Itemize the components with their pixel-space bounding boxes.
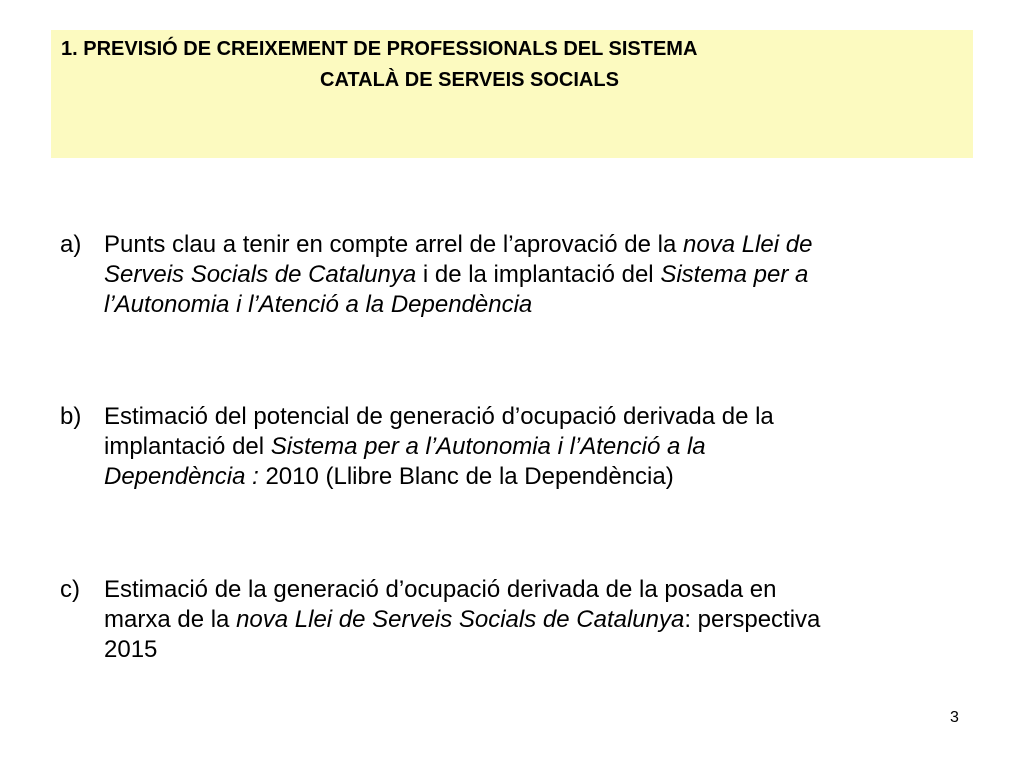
list-item-text <box>104 575 964 665</box>
text-line <box>104 290 964 320</box>
italic-text-run: nova Llei de Serveis Socials de Catalunya <box>236 606 685 633</box>
list-marker: a) <box>60 231 82 258</box>
italic-text-run: Sistema per a <box>660 261 809 288</box>
text-run: Punts clau a tenir en compte arrel de l’aprovació de la <box>104 231 683 258</box>
text-line <box>104 575 964 605</box>
text-run: marxa de la <box>104 606 237 633</box>
italic-text-run: l’Autonomia i l’Atenció a la Dependència <box>104 291 533 318</box>
text-line <box>104 462 964 492</box>
text-run: 2015 <box>104 636 158 663</box>
list-marker: c) <box>60 576 80 603</box>
text-line <box>104 432 964 462</box>
slide-title-line-1: 1. PREVISIÓ DE CREIXEMENT DE PROFESSIONALS DEL SISTEMA <box>61 38 698 60</box>
text-line <box>104 230 964 260</box>
italic-text-run: nova Llei de <box>683 231 813 258</box>
list-marker: b) <box>60 403 82 430</box>
text-run: i de la implantació del <box>416 261 661 288</box>
italic-text-run: Dependència : <box>104 463 266 490</box>
text-run: Estimació del potencial de generació d’ocupació derivada de la <box>104 403 774 430</box>
text-line <box>104 260 964 290</box>
italic-text-run: Sistema per a l’Autonomia i l’Atenció a la <box>270 433 706 460</box>
page-number: 3 <box>950 709 959 726</box>
text-run: implantació del <box>104 433 271 460</box>
italic-text-run: Serveis Socials de Catalunya <box>104 261 417 288</box>
text-run: Estimació de la generació d’ocupació derivada de la posada en <box>104 576 777 603</box>
text-run: 2010 (Llibre Blanc de la Dependència) <box>265 463 674 490</box>
list-item-text <box>104 402 964 492</box>
text-run: : perspectiva <box>684 606 821 633</box>
text-line <box>104 635 964 665</box>
slide-title-line-2: CATALÀ DE SERVEIS SOCIALS <box>320 69 619 91</box>
list-item-text <box>104 230 964 320</box>
text-line <box>104 605 964 635</box>
text-line <box>104 402 964 432</box>
